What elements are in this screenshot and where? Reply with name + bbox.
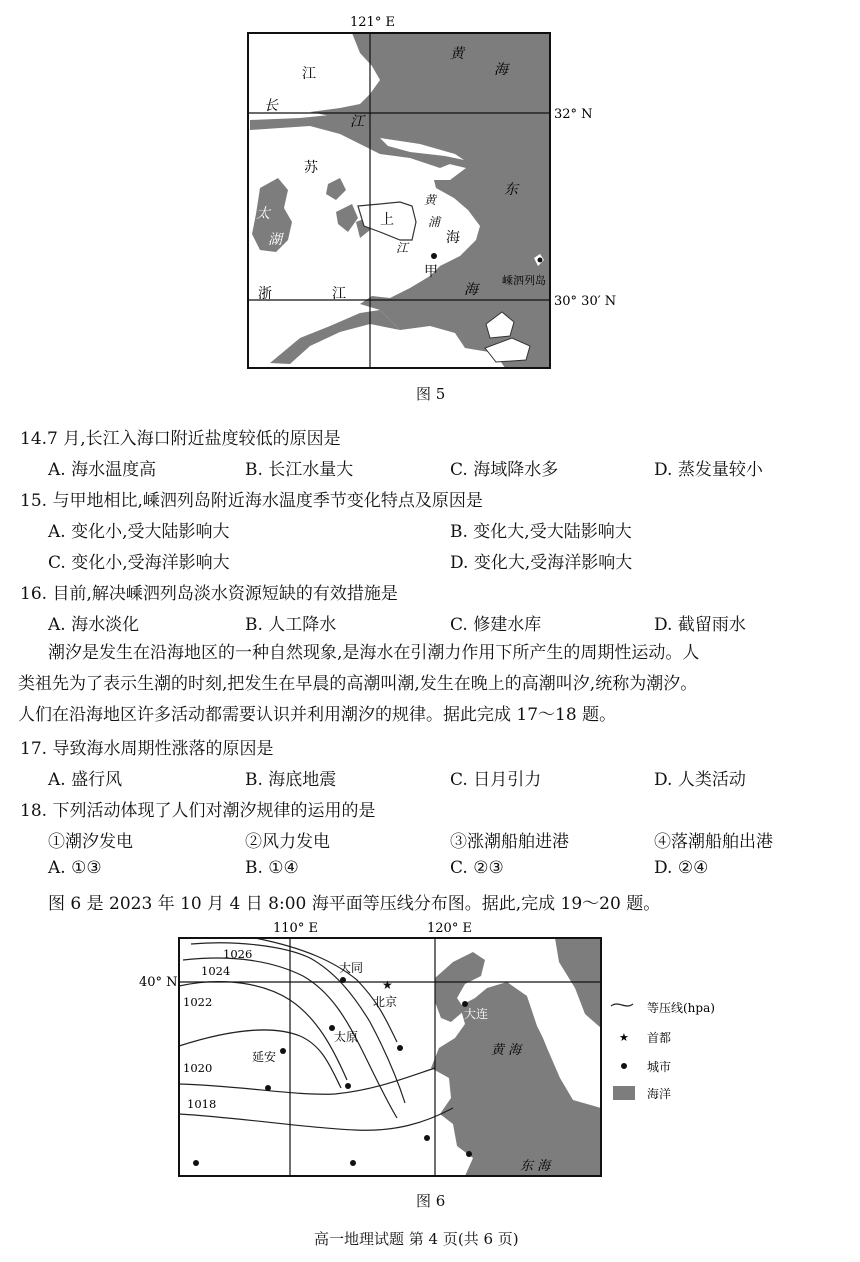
legend-isobar-symbol <box>611 1004 633 1006</box>
legend-capital-label: 首都 <box>647 1031 672 1045</box>
q17-option-c[interactable]: C. 日月引力 <box>450 770 542 790</box>
q16-option-c[interactable]: C. 修建水库 <box>450 615 542 635</box>
q14-option-b[interactable]: B. 长江水量大 <box>245 460 354 480</box>
passage-line-3: 人们在沿海地区许多活动都需要认识并利用潮汐的规律。据此完成 17～18 题。 <box>18 705 617 725</box>
intro-q19-20: 图 6 是 2023 年 10 月 4 日 8:00 海平面等压线分布图。据此,完成 19～20 题。 <box>48 894 661 914</box>
q17-option-a[interactable]: A. 盛行风 <box>48 770 123 790</box>
q15-option-d[interactable]: D. 变化大,受海洋影响大 <box>450 553 633 573</box>
q18-item-3: ③涨潮船舶进港 <box>450 832 569 852</box>
legend-city-symbol <box>621 1063 627 1069</box>
map6-legend <box>611 1000 715 1101</box>
q18-item-2: ②风力发电 <box>245 832 330 852</box>
svg-text:海: 海 <box>446 230 460 246</box>
map5-hangzhou-bay <box>270 310 400 364</box>
q17-option-d[interactable]: D. 人类活动 <box>654 770 746 790</box>
svg-text:黄: 黄 <box>450 46 464 62</box>
map5-lat-3030: 30° 30′ N <box>554 294 617 309</box>
city-dot <box>193 1160 199 1166</box>
city-dot <box>424 1135 430 1141</box>
label-datong: 大同 <box>339 961 364 975</box>
figure-5-map <box>240 8 617 376</box>
q15-option-b[interactable]: B. 变化大,受大陆影响大 <box>450 522 632 542</box>
label-yanan: 延安 <box>252 1050 277 1064</box>
passage-line-2: 类祖先为了表示生潮的时刻,把发生在早晨的高潮叫潮,发生在晚上的高潮叫汐,统称为潮汐。 <box>18 674 698 694</box>
map5-small-lake-1 <box>326 178 346 200</box>
svg-text:太: 太 <box>256 206 270 222</box>
svg-text:1020: 1020 <box>183 1061 213 1075</box>
map5-lon-121: 121° E <box>350 15 395 30</box>
city-dot <box>466 1151 472 1157</box>
svg-text:甲: 甲 <box>424 264 438 280</box>
q14-option-c[interactable]: C. 海域降水多 <box>450 460 559 480</box>
map6-lat-40: 40° N <box>139 975 178 990</box>
city-yanan-dot <box>280 1048 286 1054</box>
label-donghai: 东 海 <box>520 1159 551 1174</box>
city-datong-dot <box>340 977 346 983</box>
passage-line-1: 潮汐是发生在沿海地区的一种自然现象,是海水在引潮力作用下所产生的周期性运动。人 <box>48 643 700 663</box>
q17-stem: 17. 导致海水周期性涨落的原因是 <box>20 739 274 759</box>
legend-ocean-label: 海洋 <box>647 1087 672 1101</box>
map6-lon-120: 120° E <box>427 921 472 936</box>
svg-text:湖: 湖 <box>268 232 282 248</box>
svg-text:1018: 1018 <box>187 1097 217 1111</box>
city-dot <box>345 1083 351 1089</box>
svg-text:苏: 苏 <box>304 160 318 176</box>
figure-6-isobar-map <box>135 918 735 1186</box>
svg-text:海: 海 <box>464 282 478 298</box>
legend-ocean-symbol <box>613 1086 635 1100</box>
q18-option-c[interactable]: C. ②③ <box>450 858 504 878</box>
svg-text:长: 长 <box>264 98 278 114</box>
q16-stem: 16. 目前,解决嵊泗列岛淡水资源短缺的有效措施是 <box>20 584 398 604</box>
svg-text:1024: 1024 <box>201 964 231 978</box>
map6-lon-110: 110° E <box>273 921 318 936</box>
svg-text:1022: 1022 <box>183 995 213 1009</box>
map5-lat-32: 32° N <box>554 107 593 122</box>
tide-passage <box>18 638 844 731</box>
svg-text:江: 江 <box>332 286 346 302</box>
legend-isobar-label: 等压线(hpa) <box>647 1001 715 1015</box>
city-dot <box>397 1045 403 1051</box>
svg-text:江: 江 <box>302 66 316 82</box>
q14-stem: 14.7 月,长江入海口附近盐度较低的原因是 <box>20 429 341 449</box>
q16-option-b[interactable]: B. 人工降水 <box>245 615 337 635</box>
figure-5-caption: 图 5 <box>416 385 446 403</box>
map5-shengsi-point <box>538 258 543 263</box>
svg-text:黄: 黄 <box>424 193 437 207</box>
city-dot <box>350 1160 356 1166</box>
q15-option-a[interactable]: A. 变化小,受大陆影响大 <box>48 522 230 542</box>
q14-option-a[interactable]: A. 海水温度高 <box>48 460 157 480</box>
figure-6-caption: 图 6 <box>416 1192 446 1210</box>
page-footer: 高一地理试题 第 4 页(共 6 页) <box>314 1230 519 1248</box>
q16-option-d[interactable]: D. 截留雨水 <box>654 615 746 635</box>
legend-capital-symbol: ★ <box>619 1031 629 1044</box>
q18-item-1: ①潮汐发电 <box>48 832 133 852</box>
map5-sea <box>250 33 550 368</box>
label-huanghai: 黄 海 <box>491 1043 522 1058</box>
svg-text:1026: 1026 <box>223 947 253 961</box>
legend-city-label: 城市 <box>647 1060 672 1074</box>
q15-stem: 15. 与甲地相比,嵊泗列岛附近海水温度季节变化特点及原因是 <box>20 491 483 511</box>
q14-option-d[interactable]: D. 蒸发量较小 <box>654 460 763 480</box>
q18-item-4: ④落潮船舶出港 <box>654 832 773 852</box>
city-dot <box>265 1085 271 1091</box>
q18-option-d[interactable]: D. ②④ <box>654 858 709 878</box>
q18-stem: 18. 下列活动体现了人们对潮汐规律的运用的是 <box>20 801 376 821</box>
map5-jia-point <box>431 253 437 259</box>
label-dalian: 大连 <box>464 1007 489 1021</box>
svg-text:海: 海 <box>494 62 508 78</box>
svg-text:上: 上 <box>380 212 394 228</box>
q18-option-a[interactable]: A. ①③ <box>48 858 102 878</box>
label-beijing: 北京 <box>373 995 398 1009</box>
svg-text:嵊泗列岛: 嵊泗列岛 <box>502 274 546 287</box>
svg-text:江: 江 <box>350 114 364 130</box>
q16-option-a[interactable]: A. 海水淡化 <box>48 615 140 635</box>
svg-text:东: 东 <box>504 182 518 198</box>
map5-small-lake-2 <box>336 204 358 232</box>
q17-option-b[interactable]: B. 海底地震 <box>245 770 337 790</box>
svg-text:浦: 浦 <box>428 215 441 229</box>
q15-option-c[interactable]: C. 变化小,受海洋影响大 <box>48 553 230 573</box>
svg-text:浙: 浙 <box>258 286 272 302</box>
capital-beijing-star: ★ <box>382 978 393 992</box>
q18-option-b[interactable]: B. ①④ <box>245 858 299 878</box>
label-taiyuan: 太原 <box>334 1030 359 1044</box>
svg-text:江: 江 <box>396 241 409 255</box>
